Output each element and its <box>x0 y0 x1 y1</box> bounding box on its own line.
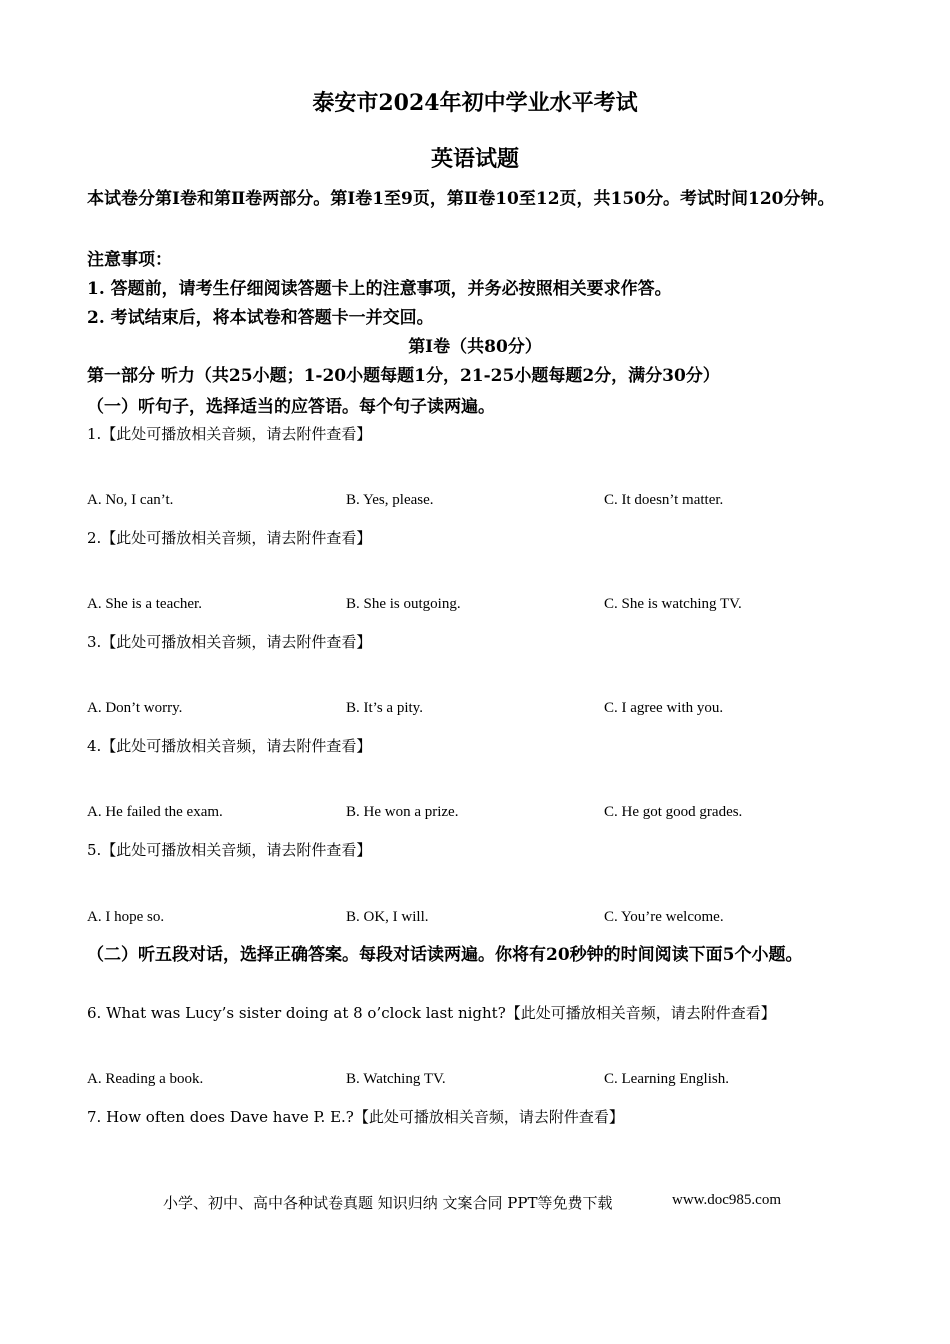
footer-link[interactable]: www.doc985.com <box>672 1192 782 1208</box>
question-2-option-a: A. She is a teacher. <box>87 596 202 612</box>
question-5-option-a: A. I hope so. <box>87 909 165 925</box>
footer-text: 小学、初中、高中各种试卷真题 知识归纳 文案合同 PPT等免费下载 <box>163 1194 613 1212</box>
question-1-prompt: 1.【此处可播放相关音频，请去附件查看】 <box>87 425 372 443</box>
question-7-prompt: 7. How often does Dave have P. E.?【此处可播放相关音频，请去附件查看】 <box>87 1108 624 1126</box>
question-6-prompt: 6. What was Lucy’s sister doing at 8 o’clock last night?【此处可播放相关音频，请去附件查看】 <box>87 1004 776 1022</box>
question-5-prompt: 5.【此处可播放相关音频，请去附件查看】 <box>87 841 372 859</box>
question-6-option-b: B. Watching TV. <box>346 1071 446 1087</box>
section-2-heading: （二）听五段对话，选择正确答案。每段对话读两遍。你将有20秒钟的时间阅读下面5个小题。 <box>87 945 803 965</box>
question-2-option-b: B. She is outgoing. <box>346 596 461 612</box>
question-5-option-b: B. OK, I will. <box>346 909 429 925</box>
exam-description: 本试卷分第Ⅰ卷和第Ⅱ卷两部分。第Ⅰ卷1至9页，第Ⅱ卷10至12页，共150分。考试时间120分钟。 <box>87 189 835 209</box>
exam-subtitle: 英语试题 <box>430 146 519 172</box>
exam-title: 泰安市2024年初中学业水平考试 <box>312 90 638 116</box>
question-1-option-c: C. It doesn’t matter. <box>604 492 724 508</box>
question-4-option-a: A. He failed the exam. <box>87 804 223 820</box>
question-6-option-a: A. Reading a book. <box>87 1071 204 1087</box>
question-2-option-c: C. She is watching TV. <box>604 596 742 612</box>
question-3-prompt: 3.【此处可播放相关音频，请去附件查看】 <box>87 633 372 651</box>
question-4-option-c: C. He got good grades. <box>604 804 743 820</box>
question-1-option-b: B. Yes, please. <box>346 492 434 508</box>
volume-heading: 第Ⅰ卷（共80分） <box>408 337 542 357</box>
question-4-option-b: B. He won a prize. <box>346 804 459 820</box>
question-1-option-a: A. No, I can’t. <box>87 492 174 508</box>
section-1-heading: （一）听句子，选择适当的应答语。每个句子读两遍。 <box>87 397 495 417</box>
question-3-option-c: C. I agree with you. <box>604 700 724 716</box>
notice-heading: 注意事项： <box>87 250 172 270</box>
question-3-option-b: B. It’s a pity. <box>346 700 423 716</box>
notice-item-2: 2. 考试结束后，将本试卷和答题卡一并交回。 <box>87 308 434 328</box>
notice-item-1: 1. 答题前，请考生仔细阅读答题卡上的注意事项，并务必按照相关要求作答。 <box>87 279 672 299</box>
question-4-prompt: 4.【此处可播放相关音频，请去附件查看】 <box>87 737 372 755</box>
question-3-option-a: A. Don’t worry. <box>87 700 183 716</box>
part-heading: 第一部分 听力（共25小题；1-20小题每题1分，21-25小题每题2分，满分30分） <box>87 366 720 386</box>
question-5-option-c: C. You’re welcome. <box>604 909 724 925</box>
question-2-prompt: 2.【此处可播放相关音频，请去附件查看】 <box>87 529 372 547</box>
question-6-option-c: C. Learning English. <box>604 1071 729 1087</box>
